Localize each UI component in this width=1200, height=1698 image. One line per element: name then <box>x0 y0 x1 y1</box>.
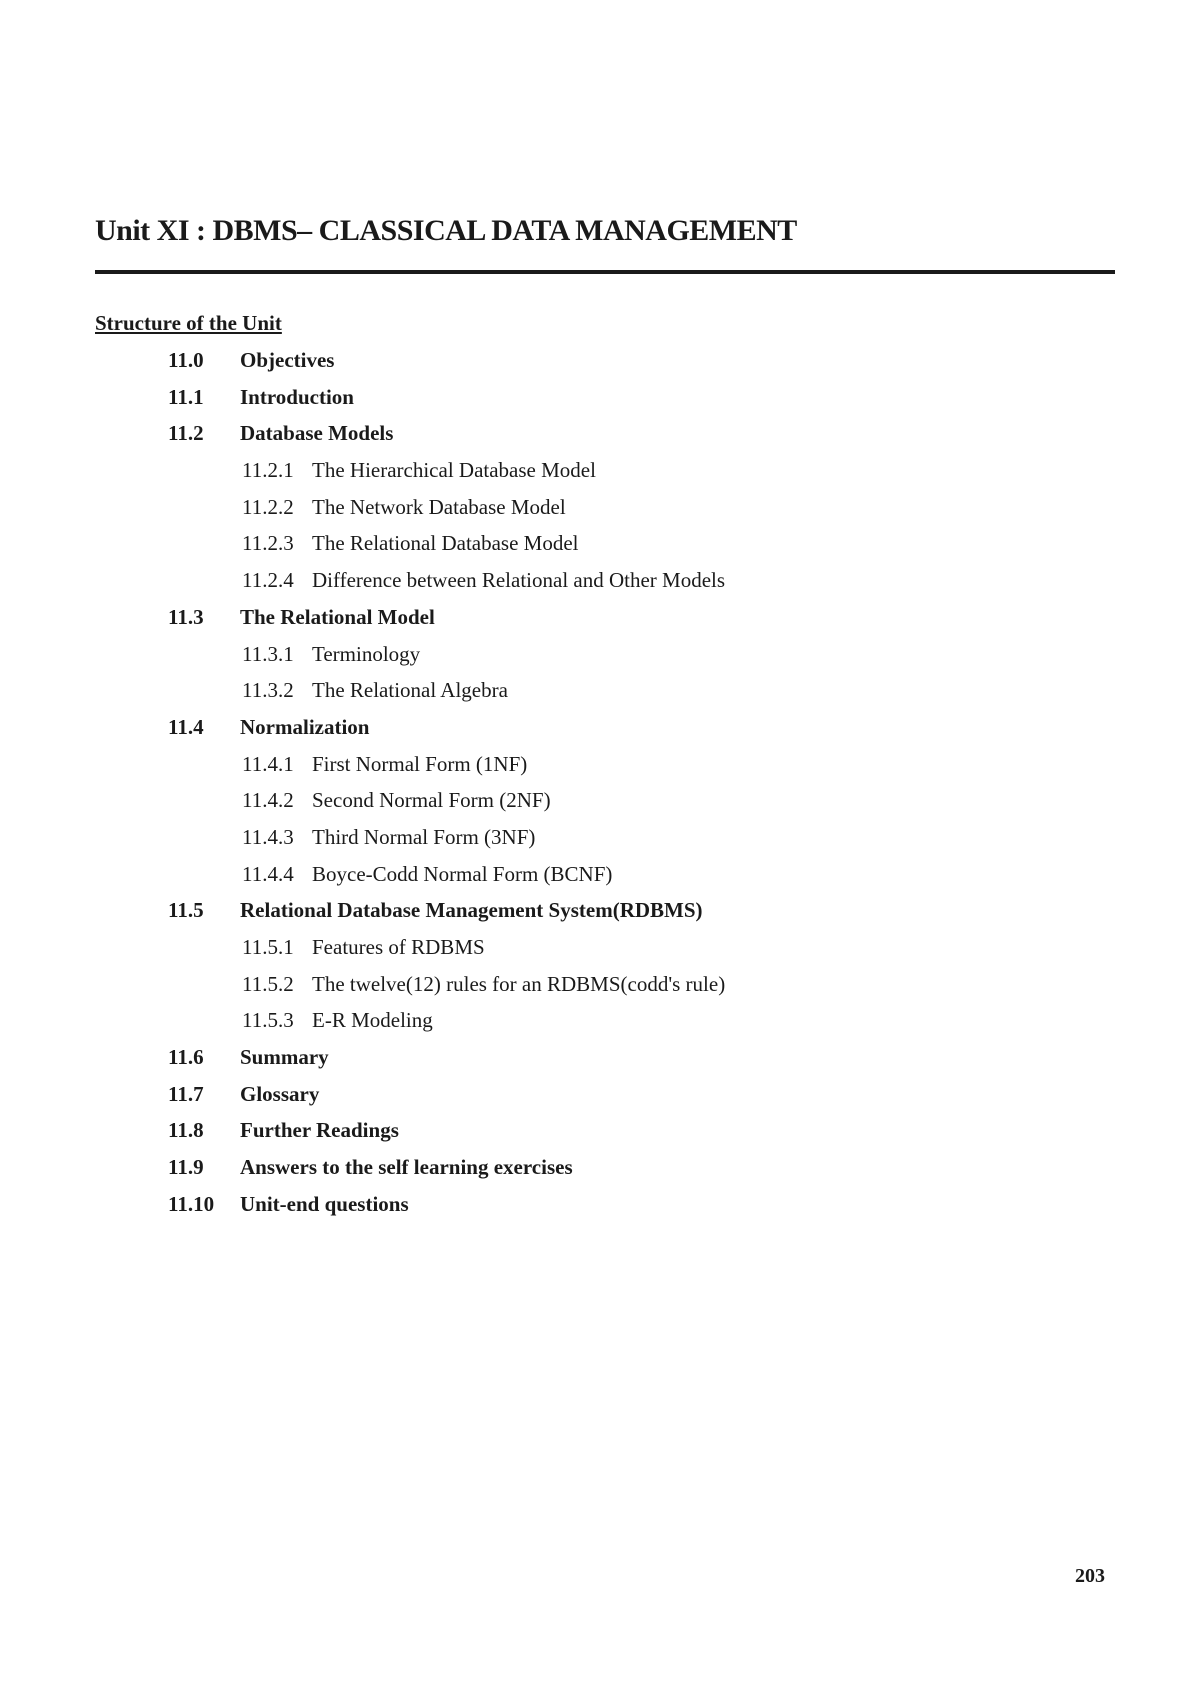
toc-row <box>0 819 1200 856</box>
toc-label: The Relational Model <box>240 604 435 629</box>
toc-label: Second Normal Form (2NF) <box>312 788 551 813</box>
toc-number: 11.4.4 <box>242 861 294 886</box>
toc-number: 11.7 <box>168 1081 204 1106</box>
toc-row <box>0 342 1200 379</box>
toc-number: 11.2.3 <box>242 531 294 556</box>
page-title: Unit XI : DBMS– CLASSICAL DATA MANAGEMENT <box>95 214 797 247</box>
toc-number: 11.3 <box>168 604 204 629</box>
title-divider <box>95 270 1115 274</box>
toc-number: 11.2.1 <box>242 458 294 483</box>
toc-row <box>0 525 1200 562</box>
toc-number: 11.5.2 <box>242 971 294 996</box>
toc-row <box>0 1149 1200 1186</box>
toc-label: Relational Database Management System(RDBMS) <box>240 898 703 923</box>
toc-label: The Relational Algebra <box>312 678 508 703</box>
toc-row <box>0 892 1200 929</box>
toc-label: Features of RDBMS <box>312 935 485 959</box>
toc-number: 11.2 <box>168 421 204 446</box>
toc-label: Database Models <box>240 421 394 446</box>
page-number: 203 <box>1075 1565 1105 1587</box>
toc-label: Unit-end questions <box>240 1191 409 1216</box>
toc-label: The Hierarchical Database Model <box>312 458 596 483</box>
toc-number: 11.1 <box>168 384 204 409</box>
toc-row <box>0 415 1200 452</box>
toc-number: 11.4.3 <box>242 824 294 849</box>
toc-row <box>0 1076 1200 1113</box>
section-heading: Structure of the Unit <box>95 311 282 335</box>
toc-number: 11.5.1 <box>242 935 294 959</box>
toc-row <box>0 1002 1200 1039</box>
toc-number: 11.5.3 <box>242 1008 294 1033</box>
toc-row <box>0 1039 1200 1076</box>
toc-row <box>0 562 1200 599</box>
toc-number: 11.0 <box>168 348 204 372</box>
toc-row <box>0 782 1200 819</box>
toc-number: 11.2.4 <box>242 568 294 593</box>
toc-number: 11.9 <box>168 1155 204 1180</box>
toc-row <box>0 599 1200 636</box>
toc-label: Glossary <box>240 1081 320 1106</box>
toc-label: Normalization <box>240 714 370 739</box>
toc-row <box>0 672 1200 709</box>
toc-label: Third Normal Form (3NF) <box>312 824 536 849</box>
toc-label: Summary <box>240 1045 329 1070</box>
toc-label: Difference between Relational and Other Models <box>312 568 726 593</box>
table-of-contents <box>0 342 1200 1223</box>
toc-row <box>0 966 1200 1003</box>
toc-label: The Relational Database Model <box>312 531 579 556</box>
toc-label: Objectives <box>240 348 335 372</box>
toc-row <box>0 1186 1200 1223</box>
toc-row <box>0 746 1200 783</box>
toc-number: 11.3.1 <box>242 641 294 666</box>
toc-number: 11.8 <box>168 1118 204 1143</box>
toc-number: 11.3.2 <box>242 678 294 703</box>
toc-number: 11.2.2 <box>242 494 294 519</box>
toc-label: First Normal Form (1NF) <box>312 751 528 776</box>
toc-label: The twelve(12) rules for an RDBMS(codd's rule) <box>312 971 726 996</box>
toc-number: 11.4 <box>168 714 204 739</box>
toc-row <box>0 929 1200 966</box>
toc-label: Terminology <box>312 641 421 666</box>
toc-label: E-R Modeling <box>312 1008 433 1033</box>
toc-number: 11.4.2 <box>242 788 294 813</box>
toc-row <box>0 709 1200 746</box>
toc-number: 11.5 <box>168 898 204 923</box>
toc-row <box>0 636 1200 673</box>
toc-label: Introduction <box>240 384 354 409</box>
toc-row <box>0 1112 1200 1149</box>
toc-number: 11.6 <box>168 1045 204 1070</box>
toc-number: 11.10 <box>168 1191 215 1216</box>
toc-label: Boyce-Codd Normal Form (BCNF) <box>312 861 613 886</box>
toc-number: 11.4.1 <box>242 751 294 776</box>
toc-row <box>0 452 1200 489</box>
toc-row <box>0 856 1200 893</box>
toc-row <box>0 379 1200 416</box>
toc-label: The Network Database Model <box>312 494 566 519</box>
toc-label: Further Readings <box>240 1118 399 1143</box>
toc-label: Answers to the self learning exercises <box>240 1155 573 1180</box>
toc-row <box>0 489 1200 526</box>
